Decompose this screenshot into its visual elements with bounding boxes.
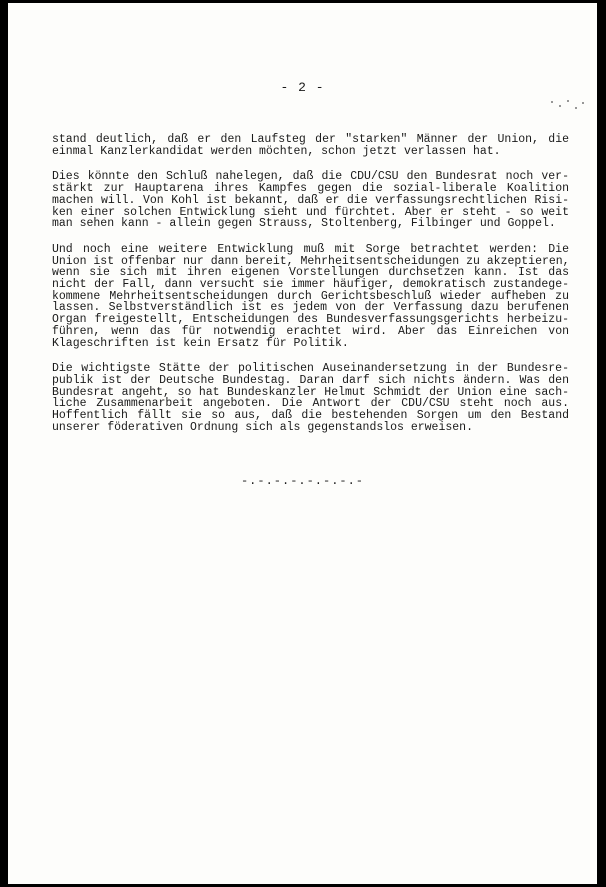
text-line: Bundesrat angeht, so hat Bundeskanzler Helmut Schmidt der Union eine sach- xyxy=(52,385,569,399)
text-line: Union ist offenbar nur dann bereit, Mehrheitsentscheidungen zu akzeptieren, xyxy=(52,254,570,268)
body-text xyxy=(52,134,569,447)
text-line: Dies könnte den Schluß nahelegen, daß die CDU/CSU den Bundesrat noch ver- xyxy=(52,170,569,184)
paragraph-1 xyxy=(52,134,569,157)
paragraph-4 xyxy=(52,363,569,433)
text-line: kommene Mehrheitsentscheidungen durch Gerichtsbeschluß wieder aufheben zu xyxy=(52,289,569,303)
text-line: stand deutlich, daß er den Laufsteg der "starken" Männer der Union, die xyxy=(52,133,569,146)
text-line: nicht der Fall, dann versucht sie immer häufiger, demokratisch zustandege- xyxy=(52,278,569,292)
text-line: einmal Kanzlerkandidat werden möchten, schon jetzt verlassen hat. xyxy=(52,144,501,158)
text-line: lassen. Selbstverständlich ist es jedem von der Verfassung dazu berufenen xyxy=(52,301,569,315)
text-line: Klageschriften ist kein Ersatz für Politik. xyxy=(52,336,349,350)
paragraph-3 xyxy=(52,244,569,349)
text-line: publik ist der Deutsche Bundestag. Daran darf sich nichts ändern. Was den xyxy=(52,373,569,387)
text-line: ken einer solchen Entwicklung sieht und fürchtet. Aber er steht - so weit xyxy=(52,205,569,219)
text-line: Und noch eine weitere Entwicklung muß mit Sorge betrachtet werden: Die xyxy=(52,242,569,256)
text-line: führen, wenn das für notwendig erachtet wird. Aber das Einreichen von xyxy=(52,324,569,338)
text-line: Die wichtigste Stätte der politischen Auseinandersetzung in der Bundesre- xyxy=(52,362,569,376)
page-number: - 2 - xyxy=(280,80,325,95)
text-line: wenn sie sich mit ihren eigenen Vorstellungen durchsetzen kann. Ist das xyxy=(52,266,569,280)
text-line: man sehen kann - allein gegen Strauss, Stoltenberg, Filbinger und Goppel. xyxy=(52,217,556,231)
text-line: stärkt zur Hauptarena ihres Kampfes gegen die sozial-liberale Koalition xyxy=(52,182,569,196)
text-line: Organ freigestellt, Entscheidungen des Bundesverfassungsgerichts herbeizu- xyxy=(52,313,569,327)
text-line: liche Zusammenarbeit angeboten. Die Antwort der CDU/CSU steht noch aus. xyxy=(52,397,569,411)
document-page xyxy=(8,3,597,884)
closing-mark: -.-.-.-.-.-.-.- xyxy=(240,474,365,488)
text-line: machen will. Von Kohl ist bekannt, daß er die verfassungsrechtlichen Risi- xyxy=(52,193,569,207)
paragraph-2 xyxy=(52,171,569,230)
text-line: unserer föderativen Ordnung sich als gegenstandslos erweisen. xyxy=(52,420,473,434)
scan-artifact xyxy=(549,99,589,113)
text-line: Hoffentlich fällt sie so aus, daß die bestehenden Sorgen um den Bestand xyxy=(52,409,569,423)
